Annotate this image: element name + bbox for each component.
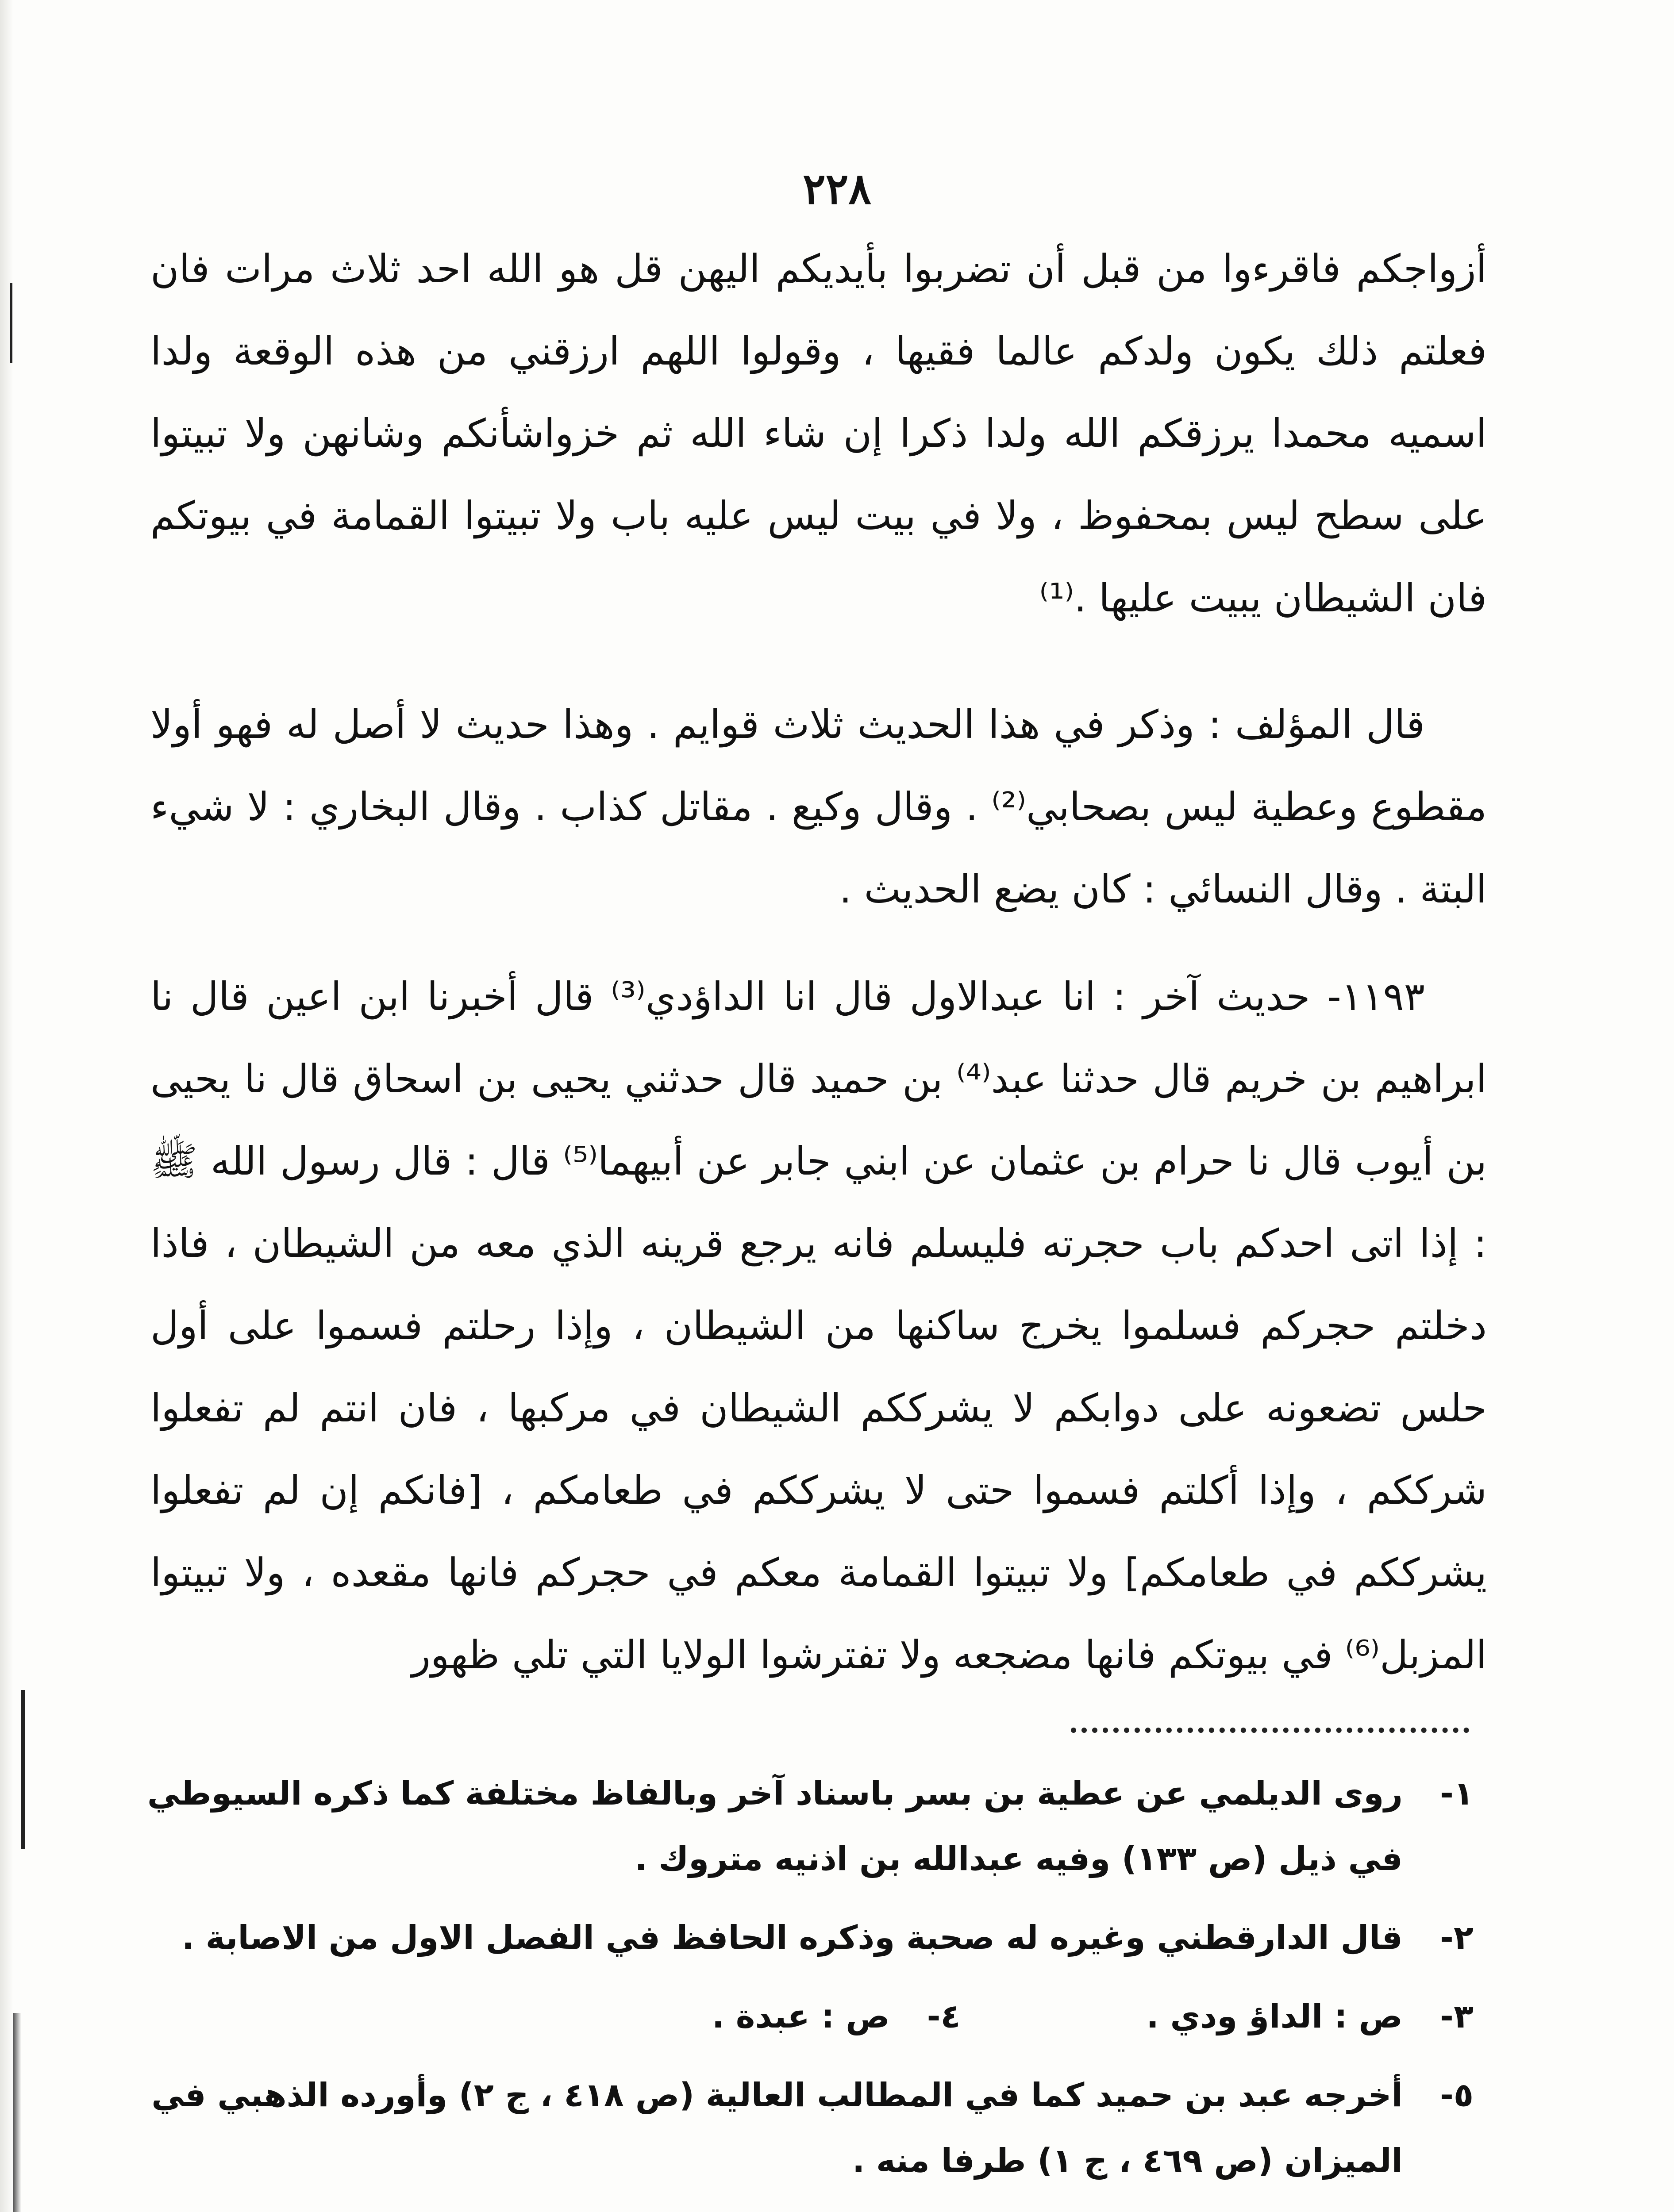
footnotes	[119, 1761, 1474, 2212]
scan-mark	[21, 1690, 25, 1849]
footnote-text: ص : الداؤ ودي .	[1146, 1997, 1403, 2035]
scan-binding-shadow	[13, 2013, 21, 2212]
footnote-number: ٤-	[927, 1997, 961, 2035]
footnote	[119, 2207, 1474, 2212]
footnote-text: ص : عبدة .	[712, 1997, 890, 2035]
footnote-number: ٣-	[1440, 1997, 1474, 2035]
footnote-separator	[1071, 1728, 1469, 1733]
footnote-number: ٢-	[1440, 1919, 1474, 1957]
footnote-row	[119, 1984, 1474, 2062]
footnote-number: ٥-	[1440, 2076, 1474, 2114]
footnote-text: روى الديلمي عن عطية بن بسر باسناد آخر وبالفاظ مختلفة كما ذكره السيوطي في ذيل (ص ١٣٣) وفيه عبدالله بن اذنيه متروك .	[147, 1774, 1403, 1878]
footnote	[119, 2062, 1474, 2193]
footnote	[119, 1905, 1474, 1970]
footnote-number	[1412, 2207, 1474, 2212]
body-paragraph: أزواجكم فاقرءوا من قبل أن تضربوا بأيديكم اليهن قل هو الله احد ثلاث مرات فان فعلتم ذلك يكون ولدكم عالما فقيها ، وقولوا اللهم ارزقني من هذه الوقعة ولدا اسميه محمدا يرزقكم الله ولدا ذكرا إن شاء الله ثم خزواشأنكم وشانهن ولا تبيتوا على سطح ليس بمحفوظ ، ولا في بيت ليس عليه باب ولا تبيتوا القمامة في بيوتكم فان الشيطان يبيت عليها .⁽¹⁾	[150, 246, 1487, 621]
footnote-number: ١-	[1440, 1774, 1474, 1813]
footnote	[119, 1761, 1474, 1892]
footnote	[712, 1984, 961, 2049]
footnote	[1147, 1984, 1474, 2049]
hadith-paragraph: ١١٩٣- حديث آخر : انا عبدالاول قال انا الداؤدي⁽³⁾ قال أخبرنا ابن اعين قال نا ابراهيم بن خريم قال حدثنا عبد⁽⁴⁾ بن حميد قال حدثني يحيى بن اسحاق قال نا يحيى بن أيوب قال نا حرام بن عثمان عن ابني جابر عن أبيهما⁽⁵⁾ قال : قال رسول الله ﷺ : إذا اتى احدكم باب حجرته فليسلم فانه يرجع قرينه الذي معه من الشيطان ، فاذا دخلتم حجركم فسلموا يخرج ساكنها من الشيطان ، وإذا رحلتم فسموا على أول حلس تضعونه على دوابكم لا يشرككم الشيطان في مركبها ، فان انتم لم تفعلوا شرككم ، وإذا أكلتم فسموا حتى لا يشرككم في طعامكم ، [فانكم إن لم تفعلوا يشرككم في طعامكم] ولا تبيتوا القمامة معكم في حجركم فانها مقعده ، ولا تبيتوا المزبل⁽⁶⁾ في بيوتكم فانها مضجعه ولا تفترشوا الولايا التي تلي ظهور	[150, 974, 1487, 1678]
author-note-paragraph: قال المؤلف : وذكر في هذا الحديث ثلاث قوايم . وهذا حديث لا أصل له فهو أولا مقطوع وعطية ليس بصحابي⁽²⁾ . وقال وكيع . مقاتل كذاب . وقال البخاري : لا شيء البتة . وقال النسائي : كان يضع الحديث .	[150, 702, 1487, 912]
page-number: ٢٢٨	[803, 164, 871, 214]
footnote-text: أخرجه عبد بن حميد كما في المطالب العالية (ص ٤١٨ ، ج ٢) وأورده الذهبي في الميزان (ص ٤٦٩ ، ج ١) طرفا منه .	[151, 2076, 1403, 2180]
footnote-text: قال الدارقطني وغيره له صحبة وذكره الحافظ في الفصل الاول من الاصابة .	[181, 1919, 1403, 1957]
scan-mark	[10, 283, 12, 363]
